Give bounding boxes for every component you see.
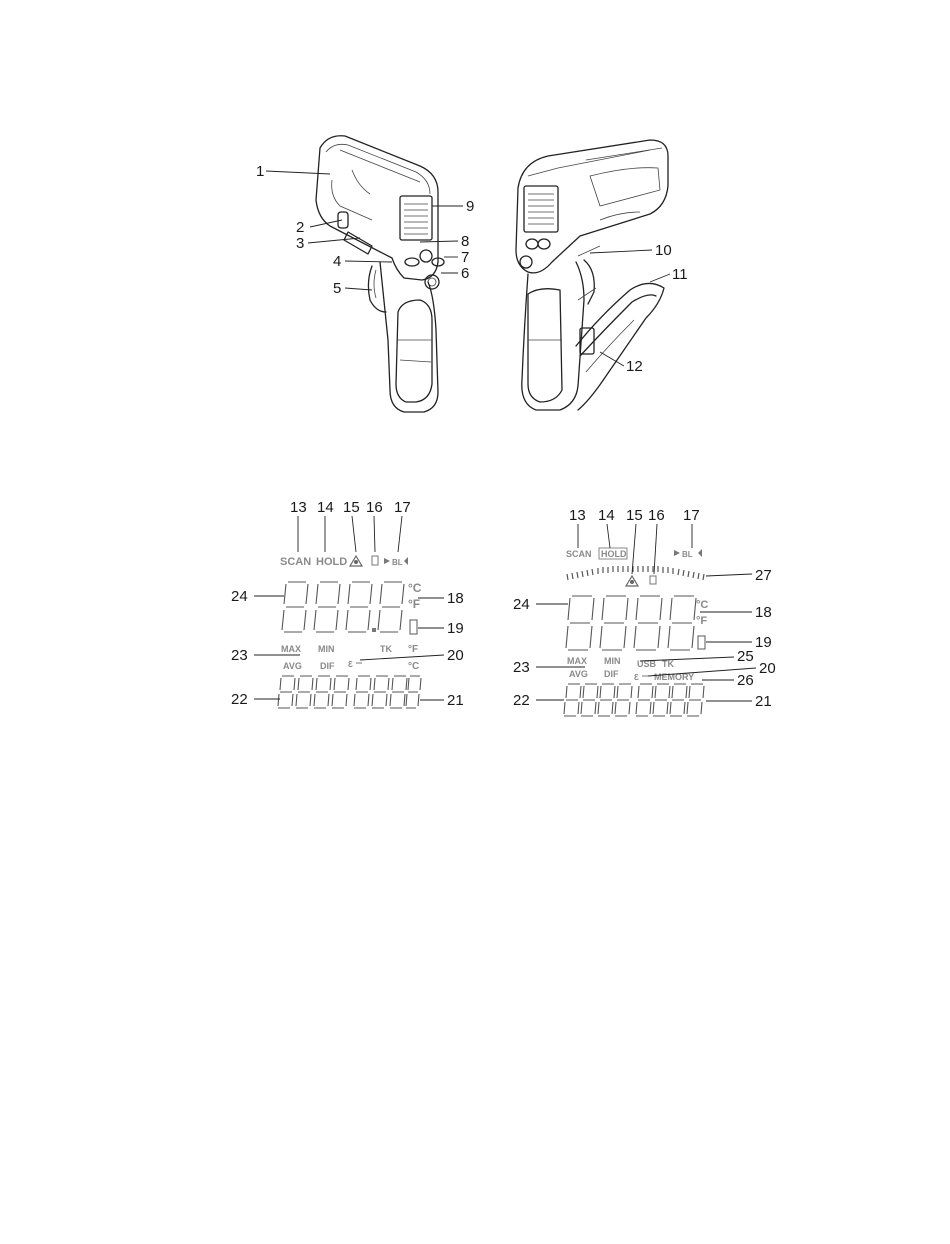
tk-label-2: TK [662,659,674,669]
side-view-callouts [626,242,688,375]
lcd2-callout-19: 19 [755,634,772,651]
bl-indicator-2: BL [682,550,693,559]
fahrenheit-unit: °F [408,597,421,611]
callout-2: 2 [296,219,305,236]
avg-label-2: AVG [569,669,588,679]
callout-4: 4 [333,253,342,270]
lcd2-callout-22: 22 [513,692,530,709]
min-label-2: MIN [604,656,621,666]
lcd2-callout-21: 21 [755,693,772,710]
lcd2-callout-24: 24 [513,596,530,613]
bar-graph-scale [567,566,704,580]
lcd1-callout-18: 18 [447,590,464,607]
sub-celsius: °C [408,661,420,672]
callout-8: 8 [461,233,470,250]
lcd1-callout-20: 20 [447,647,464,664]
thermometer-front-view [316,136,444,412]
lcd2-callout-27: 27 [755,567,772,584]
main-temperature-digits-2 [566,596,696,650]
sub-fahrenheit: °F [408,644,419,655]
lcd1-callout-22: 22 [231,691,248,708]
laser-icon-2 [626,576,638,586]
callout-9: 9 [466,198,475,215]
lcd2-callout-14: 14 [598,507,615,524]
lcd1-callout-19: 19 [447,620,464,637]
lock-icon-2 [650,576,656,584]
callout-6: 6 [461,265,470,282]
secondary-digits-2 [564,684,704,716]
hold-indicator: HOLD [316,556,348,568]
dif-label-2: DIF [604,669,619,679]
lcd2-callout-20: 20 [759,660,776,677]
callout-1: 1 [256,163,265,180]
lcd1-callout-21: 21 [447,692,464,709]
laser-icon [350,556,362,566]
battery-icon [410,620,417,634]
bl-indicator: BL [392,558,403,567]
lcd-diagram-advanced [513,507,776,716]
lcd2-callout-15: 15 [626,507,643,524]
celsius-unit-2: °C [696,599,709,611]
lcd2-callout-16: 16 [648,507,665,524]
celsius-unit: °C [408,581,422,595]
max-label: MAX [281,644,301,654]
memory-label: MEMORY [654,672,695,682]
lock-icon [372,556,378,565]
lcd1-callout-16: 16 [366,499,383,516]
lcd2-callout-25: 25 [737,648,754,665]
lcd2-callout-13: 13 [569,507,586,524]
scan-indicator-2: SCAN [566,549,592,559]
battery-icon-2 [698,636,705,649]
secondary-digits [278,676,421,708]
callout-7: 7 [461,249,470,266]
svg-text:ε: ε [348,658,353,670]
callout-12: 12 [626,358,643,375]
callout-5: 5 [333,280,342,297]
main-temperature-digits [282,582,404,632]
side-view-leaders [590,250,670,366]
lcd1-callout-13: 13 [290,499,307,516]
fahrenheit-unit-2: °F [696,615,708,627]
max-label-2: MAX [567,656,587,666]
lcd2-callout-17: 17 [683,507,700,524]
lcd1-callout-15: 15 [343,499,360,516]
emissivity-icon [348,658,362,670]
callout-3: 3 [296,235,305,252]
lcd2-callout-23: 23 [513,659,530,676]
lcd1-callout-14: 14 [317,499,334,516]
usb-label: USB [637,659,657,669]
lcd1-callout-17: 17 [394,499,411,516]
emissivity-icon-2 [634,671,648,683]
lcd-diagram-basic [231,499,464,709]
thermometer-side-view [516,140,668,410]
callout-10: 10 [655,242,672,259]
lcd2-callout-18: 18 [755,604,772,621]
dif-label: DIF [320,661,335,671]
front-view-callouts [256,163,474,297]
min-label: MIN [318,644,335,654]
lcd2-callout-26: 26 [737,672,754,689]
svg-text:ε: ε [634,671,639,683]
hold-indicator-2: HOLD [601,549,627,559]
tk-label: TK [380,644,392,654]
avg-label: AVG [283,661,302,671]
lcd1-callout-23: 23 [231,647,248,664]
backlight-icon [384,557,408,567]
callout-11: 11 [672,266,688,283]
backlight-icon-2 [674,549,702,559]
lcd1-callout-24: 24 [231,588,248,605]
scan-indicator: SCAN [280,556,312,568]
